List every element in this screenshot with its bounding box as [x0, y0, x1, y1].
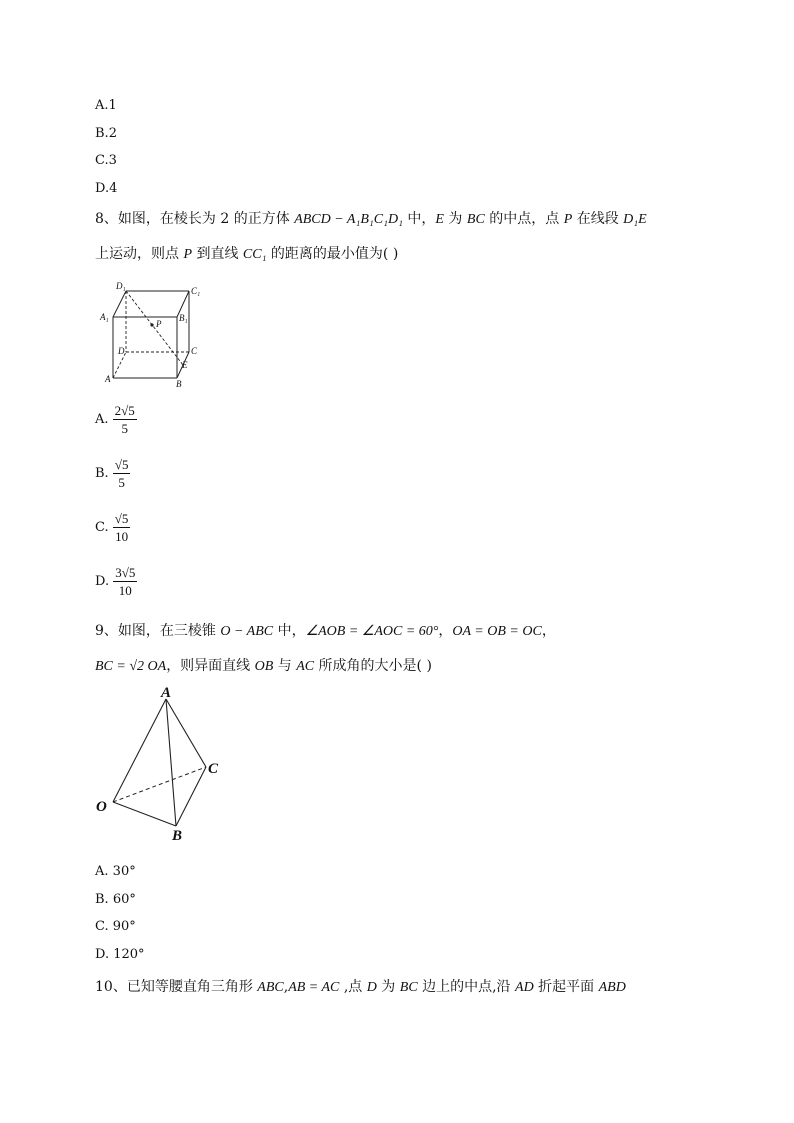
q8-cube-figure [96, 280, 208, 390]
q8-stem-line2: 上运动，则点 P 到直线 CC₁ 的距离的最小值为( ) [95, 246, 399, 262]
q9-pyramid-figure [92, 684, 232, 846]
pyramid-label-b: B [172, 828, 183, 844]
pyramid-label-a: A [161, 685, 172, 701]
cube-label-c: C [191, 346, 198, 356]
q8-option-b: B. $\frac{√5}{5}$ [95, 457, 129, 490]
q8-option-a: A. $\frac{2√5}{5}$ [95, 403, 135, 436]
pyramid-label-o: O [96, 799, 107, 815]
cube-label-a1: A₁ [100, 312, 109, 322]
q8-stem-line1: 8、如图，在棱长为 2 的正方体 ABCD − A₁B₁C₁D₁ 中，E 为 BC 的中点，点 P 在线段 D₁E [95, 211, 647, 227]
q10-stem-line1: 10、已知等腰直角三角形 ABC,AB = AC ,点 D 为 BC 边上的中点,沿 AD 折起平面 ABD [95, 979, 626, 995]
pyramid-label-c: C [208, 761, 219, 777]
q7-option-c: C.3 [95, 153, 117, 168]
cube-label-d: D [118, 346, 125, 356]
cube-label-d1: D₁ [116, 281, 126, 291]
q8-option-c: C. $\frac{√5}{10}$ [95, 511, 129, 544]
q7-option-a: A.1 [95, 98, 117, 113]
q9-stem-line1: 9、如图，在三棱锥 O − ABC 中，∠AOB = ∠AOC = 60°，OA = OB = OC， [95, 623, 556, 639]
q8-option-d: D. $\frac{3√5}{10}$ [95, 565, 136, 598]
q9-option-a: A. 30° [95, 864, 136, 879]
q7-option-b: B.2 [95, 126, 117, 141]
cube-label-e: E [182, 360, 188, 370]
q9-stem-line2: BC = √2 OA，则异面直线 OB 与 AC 所成角的大小是( ) [95, 658, 432, 674]
cube-label-b: B [176, 379, 182, 389]
cube-label-b1: B₁ [179, 313, 188, 323]
cube-label-c1: C₁ [191, 286, 201, 296]
cube-label-a: A [105, 374, 111, 384]
q7-option-d: D.4 [95, 181, 118, 196]
q9-option-c: C. 90° [95, 919, 136, 934]
cube-label-p: P [156, 319, 162, 329]
q9-option-b: B. 60° [95, 892, 136, 907]
q9-option-d: D. 120° [95, 947, 145, 962]
